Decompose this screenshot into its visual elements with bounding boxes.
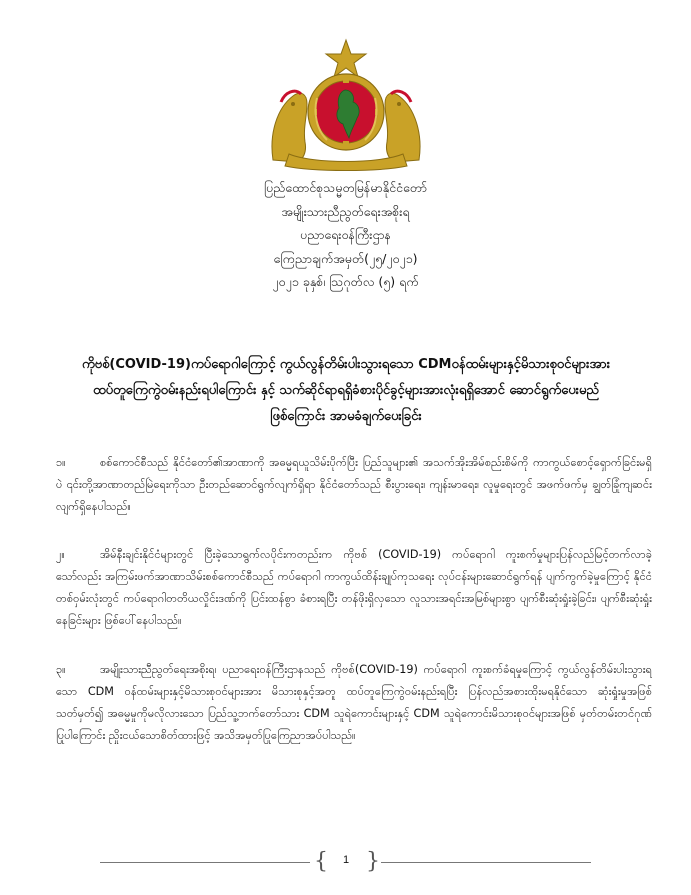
announcement-number: ကြေညာချက်အမှတ်(၂၅/၂၀၂၁) xyxy=(273,250,418,266)
star-icon xyxy=(326,40,366,77)
right-lion-icon xyxy=(385,91,420,162)
page-number: 1 xyxy=(342,854,350,866)
paragraph-number: ၂။ xyxy=(56,548,65,561)
ministry-name: ပညာရေးဝန်ကြီးဌာန xyxy=(299,227,392,242)
title-line-3: ဖြစ်ကြောင်း အာမခံချက်ပေးခြင်း xyxy=(270,409,422,424)
paragraph-text: စစ်ကောင်စီသည် နိုင်ငံတော်၏အာဏာကို အဓမ္မရယူသိမ်းပိုက်ပြီး ပြည်သူများ၏ အသက်အိုးအိမ်စည်းစိမ်ကို ကာကွယ်စောင့်ရှောက်ခြင်းမရှိပဲ ၎င်းတို့အာဏာတည်မြဲရေးကိုသာ ဦးတည်ဆောင်ရွက်လျက်ရှိရာ နိုင်ငံတော်သည် စီးပွားရေး၊ ကျန်းမာရေး၊ လူမှုရေးတွင် အဖက်ဖက်မှ ချွတ်ခြုံကျဆင်းလျက်ရှိနေပါသည်။ xyxy=(56,456,652,513)
paragraph-text: အမျိုးသားညီညွတ်ရေးအစိုးရ၊ ပညာရေးဝန်ကြီးဌာနသည် ကိုဗစ်(COVID-19) ကပ်ရောဂါ ကူးစက်ခံရမှုကြောင့် ကွယ်လွန်တိမ်းပါးသွားရသော CDM ဝန်ထမ်းများနှင့်မိသားစုဝင်များအား မိသားစုနှင့်အတူ ထပ်တူကြေကွဲဝမ်းနည်းရပြီး ပြန်လည်အစားထိုးမရနိုင်သော ဆုံးရှုံးမှုအဖြစ်သတ်မှတ်၍ အဓမ္မမှုကိုမလိုလားသော ပြည်သူ့ဘက်တော်သား CDM သူရဲကောင်းများနှင့် CDM သူရဲကောင်းမိသားစုဝင်များအဖြစ် မှတ်တမ်းတင်ဂုဏ်ပြုပါကြောင်း ညှိုးငယ်သောစိတ်ထားဖြင့် အသိအမှတ်ပြုကြေညာအပ်ပါသည်။ xyxy=(56,663,652,742)
footer-rule-left xyxy=(100,862,310,863)
announcement-title xyxy=(40,352,652,430)
title-line-2: ထပ်တူကြေကွဲဝမ်းနည်းရပါကြောင်း နှင့် သက်ဆိုင်ရာရရှိခံစားပိုင်ခွင့်များအားလုံးရရှိအောင် ဆောင်ရွက်ပေးမည် xyxy=(93,383,599,398)
paragraph-1 xyxy=(56,452,652,518)
country-name: ပြည်ထောင်စုသမ္မတမြန်မာနိုင်ငံတော် xyxy=(263,180,428,195)
paragraph-number: ၁။ xyxy=(56,456,66,469)
title-line-1: ကိုဗစ်(COVID-19)ကပ်ရောဂါကြောင့် ကွယ်လွန်တိမ်းပါးသွားရသော CDMဝန်ထမ်းများနှင့်မိသားစုဝင်များအား xyxy=(81,357,611,372)
left-lion-icon xyxy=(272,91,307,162)
left-brace-icon: { xyxy=(314,849,328,874)
announcement-date: ၂၀၂၁ ခုနှစ်၊ ဩဂုတ်လ (၅) ရက် xyxy=(272,274,419,289)
paragraph-2 xyxy=(56,544,652,632)
state-seal-emblem xyxy=(263,38,429,172)
paragraph-3 xyxy=(56,659,652,747)
footer-rule-right xyxy=(381,862,591,863)
page-footer xyxy=(0,848,691,878)
government-name: အမျိုးသားညီညွတ်ရေးအစိုးရ xyxy=(281,203,410,219)
right-brace-icon: } xyxy=(366,849,380,874)
issuer-header xyxy=(0,176,691,294)
paragraph-number: ၃။ xyxy=(56,663,66,676)
paragraph-text: အိမ်နီးချင်းနိုင်ငံများတွင် ပြီးခဲ့သောရွက်လပိုင်းကတည်းက ကိုဗစ် (COVID-19) ကပ်ရောဂါ ကူးစက်မှုများပြန်လည်မြင့်တက်လာခဲ့သော်လည်း အကြမ်းဖက်အာဏာသိမ်းစစ်ကောင်စီသည် ကပ်ရောဂါ ကာကွယ်ထိန်းချုပ်ကုသရေး လုပ်ငန်းများဆောင်ရွက်ရန် ပျက်ကွက်ခဲ့မှုကြောင့် နိုင်ငံတစ်ဝှမ်းလုံးတွင် ကပ်ရောဂါတတိယလှိုင်းဒဏ်ကို ပြင်းထန်စွာ ခံစားရပြီး တန်ဖိုးရှိလှသော လူသားအရင်းအမြစ်များစွာ ပျက်စီးဆုံးရှုံးခဲ့ခြင်း၊ ပျက်စီးဆုံးရှုံးနေခြင်းများ ဖြစ်ပေါ်နေပါသည်။ xyxy=(56,548,652,627)
